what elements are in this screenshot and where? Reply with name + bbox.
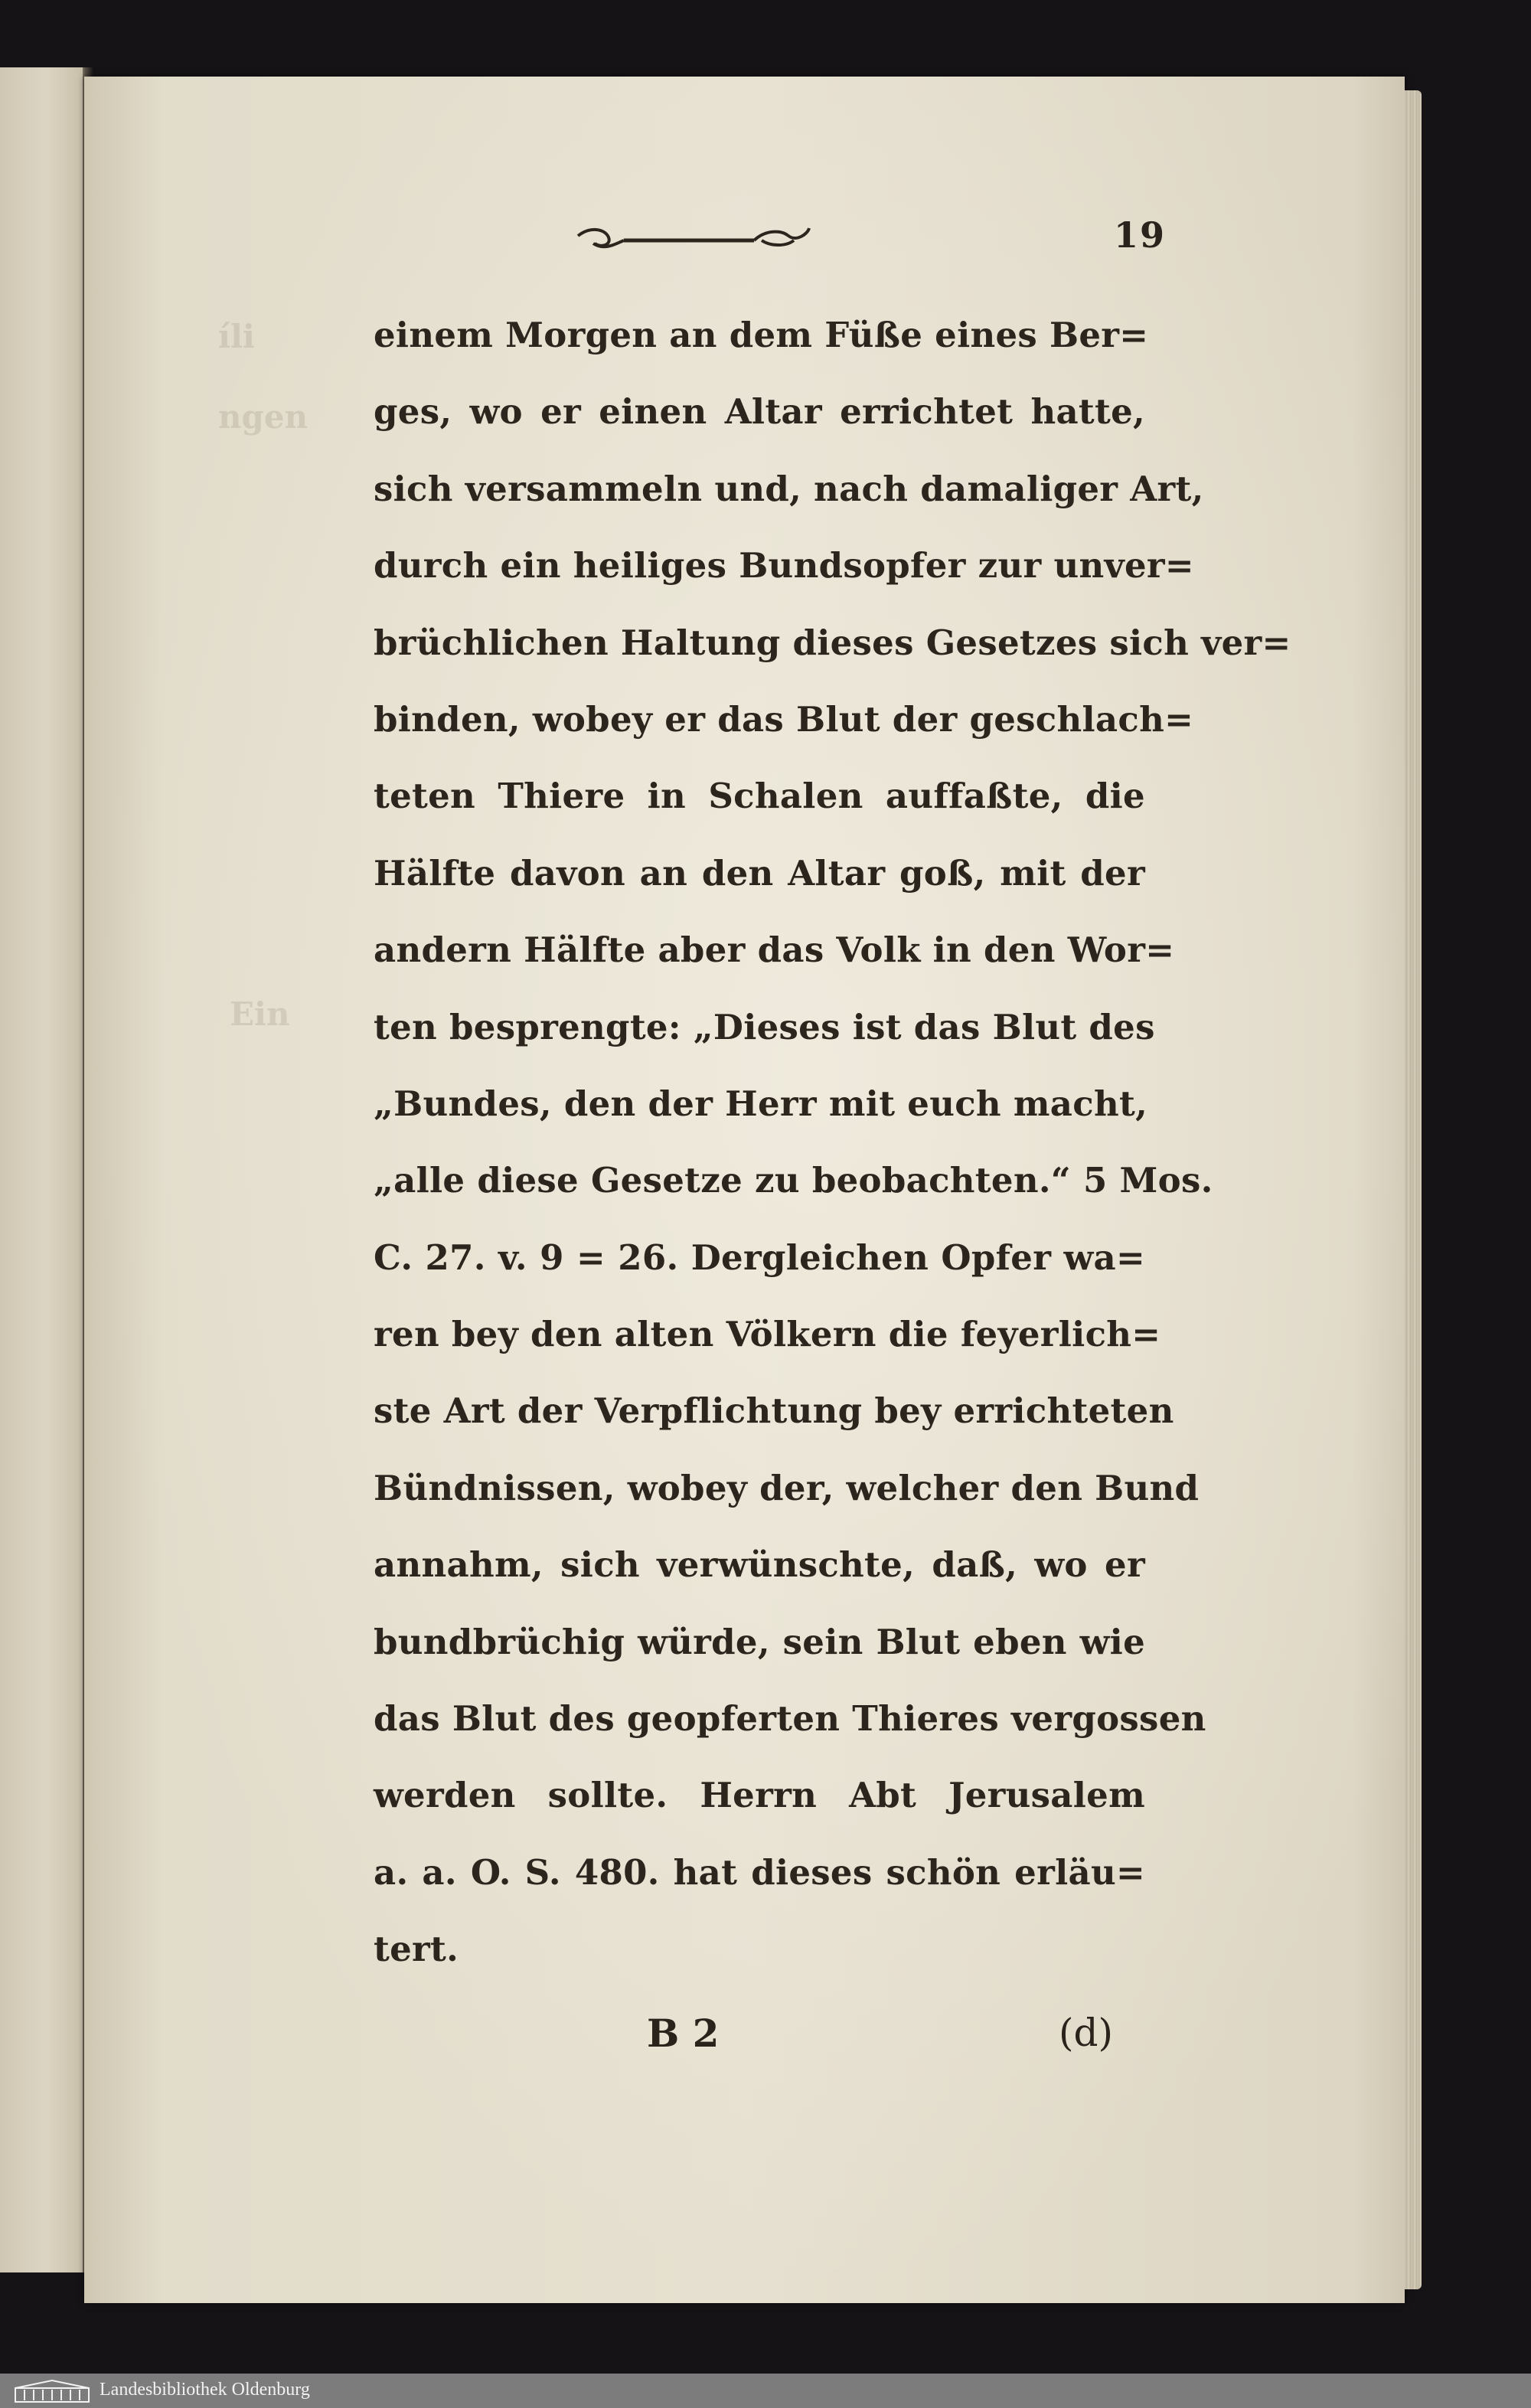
scroll-ornament-icon [570, 221, 815, 259]
text-line: C. 27. v. 9 = 26. Dergleichen Opfer wa= [374, 1237, 1145, 1278]
text-line: einem Morgen an dem Füße eines Ber= [374, 315, 1149, 355]
text-line: bundbrüchig würde, sein Blut eben wie [374, 1621, 1145, 1662]
text-line: ste Art der Verpflichtung bey errichteten [374, 1390, 1174, 1432]
left-page-edge [0, 67, 84, 2272]
text-line: werden sollte. Herrn Abt Jerusalem [374, 1775, 1145, 1816]
text-line: „Bundes, den der Herr mit euch macht, [374, 1083, 1148, 1124]
text-line: Bündnissen, wobey der, welcher den Bund [374, 1467, 1200, 1508]
text-line: ten besprengte: „Dieses ist das Blut des [374, 1006, 1155, 1047]
library-building-icon [14, 2379, 90, 2403]
text-line: durch ein heiliges Bundsopfer zur unver= [374, 545, 1194, 586]
text-line: ges, wo er einen Altar errichtet hatte, [374, 391, 1145, 433]
text-line: annahm, sich verwünschte, daß, wo er [374, 1544, 1145, 1586]
text-line: a. a. O. S. 480. hat dieses schön erläu= [374, 1851, 1145, 1893]
text-line: Hälfte davon an den Altar goß, mit der [374, 852, 1145, 894]
text-line: andern Hälfte aber das Volk in den Wor= [374, 930, 1175, 971]
catchword: (d) [1059, 2011, 1114, 2055]
text-line: sich versammeln und, nach damaliger Art, [374, 468, 1204, 509]
text-line: das Blut des geopferten Thieres vergossen [374, 1698, 1206, 1740]
text-line: binden, wobey er das Blut der geschlach= [374, 698, 1194, 740]
body-text [374, 297, 1291, 1988]
text-line: teten Thiere in Schalen auffaßte, die [374, 776, 1145, 817]
text-line: „alle diese Gesetze zu beobachten.“ 5 Mos. [374, 1160, 1213, 1201]
text-line: brüchlichen Haltung dieses Gesetzes sich ver= [374, 622, 1291, 663]
signature-mark: B 2 [647, 2011, 720, 2056]
page-stack-edge [1405, 90, 1422, 2289]
library-name[interactable]: Landesbibliothek Oldenburg [100, 2380, 310, 2400]
page-number: 19 [1114, 214, 1167, 256]
text-line: tert. [374, 1929, 459, 1970]
text-line: ren bey den alten Völkern die feyerlich= [374, 1314, 1161, 1355]
